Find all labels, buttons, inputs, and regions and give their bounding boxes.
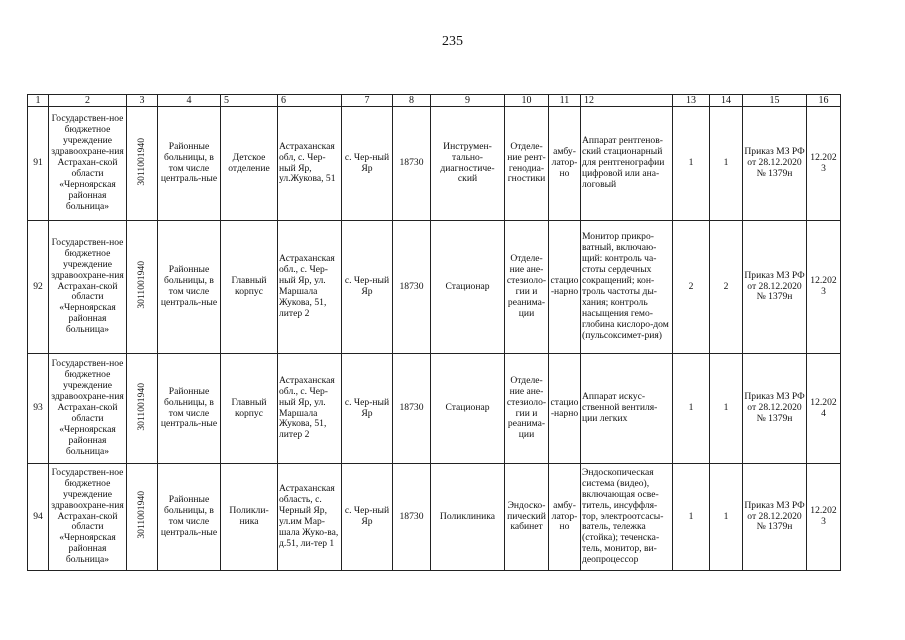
date-cell: 12.2023: [807, 107, 841, 221]
header-cell: 6: [278, 95, 342, 107]
code-text: 3011001940: [135, 137, 147, 186]
header-cell: 4: [158, 95, 221, 107]
table-row: [28, 464, 841, 571]
header-cell: 14: [710, 95, 743, 107]
code-cell: [127, 221, 158, 354]
organization-cell: Государствен-ное бюджетное учреждение здравоохране-ния Астрахан-ской области «Черноярская районная больница»: [49, 464, 127, 571]
header-cell: 13: [673, 95, 710, 107]
quantity-cell: 1: [673, 354, 710, 464]
row-number: 91: [28, 107, 49, 221]
department-cell: Инструмен-тально-диагностиче-ский: [431, 107, 505, 221]
code-cell: [127, 354, 158, 464]
order-cell: Приказ МЗ РФ от 28.12.2020 № 1379н: [743, 221, 807, 354]
care-type-cell: стацио-нарно: [549, 354, 581, 464]
code-text: 3011001940: [135, 491, 147, 539]
code-cell: [127, 464, 158, 571]
order-cell: Приказ МЗ РФ от 28.12.2020 № 1379н: [743, 464, 807, 571]
locality-cell: с. Чер-ный Яр: [342, 464, 393, 571]
address-cell: Астраханская обл, с. Чер-ный Яр, ул.Жукова, 51: [278, 107, 342, 221]
table-row: [28, 354, 841, 464]
header-cell: 15: [743, 95, 807, 107]
organization-cell: Государствен-ное бюджетное учреждение здравоохране-ния Астрахан-ской области «Черноярская районная больница»: [49, 221, 127, 354]
locality-cell: с. Чер-ный Яр: [342, 221, 393, 354]
section-cell: Отделе-ние рент-генодиа-гностики: [505, 107, 549, 221]
quantity-cell: 1: [673, 107, 710, 221]
header-cell: 1: [28, 95, 49, 107]
row-number: 93: [28, 354, 49, 464]
row-number: 92: [28, 221, 49, 354]
header-cell: 10: [505, 95, 549, 107]
unit-cell: Главный корпус: [221, 354, 278, 464]
section-cell: Эндоско-пический кабинет: [505, 464, 549, 571]
organization-cell: Государствен-ное бюджетное учреждение здравоохране-ния Астрахан-ской области «Черноярская районная больница»: [49, 354, 127, 464]
oktmo-cell: 18730: [393, 464, 431, 571]
date-cell: 12.2023: [807, 464, 841, 571]
header-cell: 9: [431, 95, 505, 107]
equipment-table: [27, 94, 841, 571]
header-cell: 2: [49, 95, 127, 107]
department-cell: Стационар: [431, 354, 505, 464]
hospital-type-cell: Районные больницы, в том числе централь-ные: [158, 354, 221, 464]
locality-cell: с. Чер-ный Яр: [342, 107, 393, 221]
equipment-cell: Аппарат искус-ственной вентиля-ции легких: [581, 354, 673, 464]
section-cell: Отделе-ние ане-стезиоло-гии и реанима-ции: [505, 221, 549, 354]
equipment-cell: Аппарат рентгенов-ский стационарный для рентгенографии цифровой или ана-логовый: [581, 107, 673, 221]
organization-cell: Государствен-ное бюджетное учреждение здравоохране-ния Астрахан-ской области «Черноярская районная больница»: [49, 107, 127, 221]
order-cell: Приказ МЗ РФ от 28.12.2020 № 1379н: [743, 354, 807, 464]
equipment-cell: Монитор прикро-ватный, включаю-щий: контроль ча-стоты сердечных сокращений; кон-троль частоты ды-хания; контроль насыщения гемо-глобина кислоро-дом (пульсоксимет-рия): [581, 221, 673, 354]
quantity-cell: 1: [710, 354, 743, 464]
header-cell: 5: [221, 95, 278, 107]
unit-cell: Поликли-ника: [221, 464, 278, 571]
hospital-type-cell: Районные больницы, в том числе централь-ные: [158, 221, 221, 354]
locality-cell: с. Чер-ный Яр: [342, 354, 393, 464]
oktmo-cell: 18730: [393, 354, 431, 464]
header-row: [28, 95, 841, 107]
page-number: 235: [442, 34, 463, 49]
header-cell: 12: [581, 95, 673, 107]
date-cell: 12.2024: [807, 354, 841, 464]
header-cell: 11: [549, 95, 581, 107]
care-type-cell: амбу-латор-но: [549, 464, 581, 571]
section-cell: Отделе-ние ане-стезиоло-гии и реанима-ции: [505, 354, 549, 464]
quantity-cell: 2: [710, 221, 743, 354]
quantity-cell: 2: [673, 221, 710, 354]
care-type-cell: стацио-нарно: [549, 221, 581, 354]
code-text: 3011001940: [135, 261, 147, 309]
department-cell: Поликлиника: [431, 464, 505, 571]
oktmo-cell: 18730: [393, 107, 431, 221]
table-row: [28, 107, 841, 221]
care-type-cell: амбу-латор-но: [549, 107, 581, 221]
date-cell: 12.2023: [807, 221, 841, 354]
address-cell: Астраханская обл., с. Чер-ный Яр, ул. Маршала Жукова, 51, литер 2: [278, 354, 342, 464]
header-cell: 8: [393, 95, 431, 107]
oktmo-cell: 18730: [393, 221, 431, 354]
unit-cell: Главный корпус: [221, 221, 278, 354]
hospital-type-cell: Районные больницы, в том числе централь-ные: [158, 464, 221, 571]
code-cell: [127, 107, 158, 221]
header-cell: 7: [342, 95, 393, 107]
table-row: [28, 221, 841, 354]
quantity-cell: 1: [710, 464, 743, 571]
header-cell: 3: [127, 95, 158, 107]
code-text: 3011001940: [135, 382, 147, 431]
order-cell: Приказ МЗ РФ от 28.12.2020 № 1379н: [743, 107, 807, 221]
address-cell: Астраханская обл., с. Чер-ный Яр, ул. Маршала Жукова, 51, литер 2: [278, 221, 342, 354]
quantity-cell: 1: [710, 107, 743, 221]
unit-cell: Детское отделение: [221, 107, 278, 221]
header-cell: 16: [807, 95, 841, 107]
row-number: 94: [28, 464, 49, 571]
department-cell: Стационар: [431, 221, 505, 354]
hospital-type-cell: Районные больницы, в том числе централь-ные: [158, 107, 221, 221]
equipment-cell: Эндоскопическая система (видео), включающая осве-титель, инсуффля-тор, электроотсасы-ватель, тележка (стойка); теченска-тель, монитор, ви-деопроцессор: [581, 464, 673, 571]
quantity-cell: 1: [673, 464, 710, 571]
address-cell: Астраханская область, с. Черный Яр, ул.им Мар-шала Жуко-ва, д.51, ли-тер 1: [278, 464, 342, 571]
